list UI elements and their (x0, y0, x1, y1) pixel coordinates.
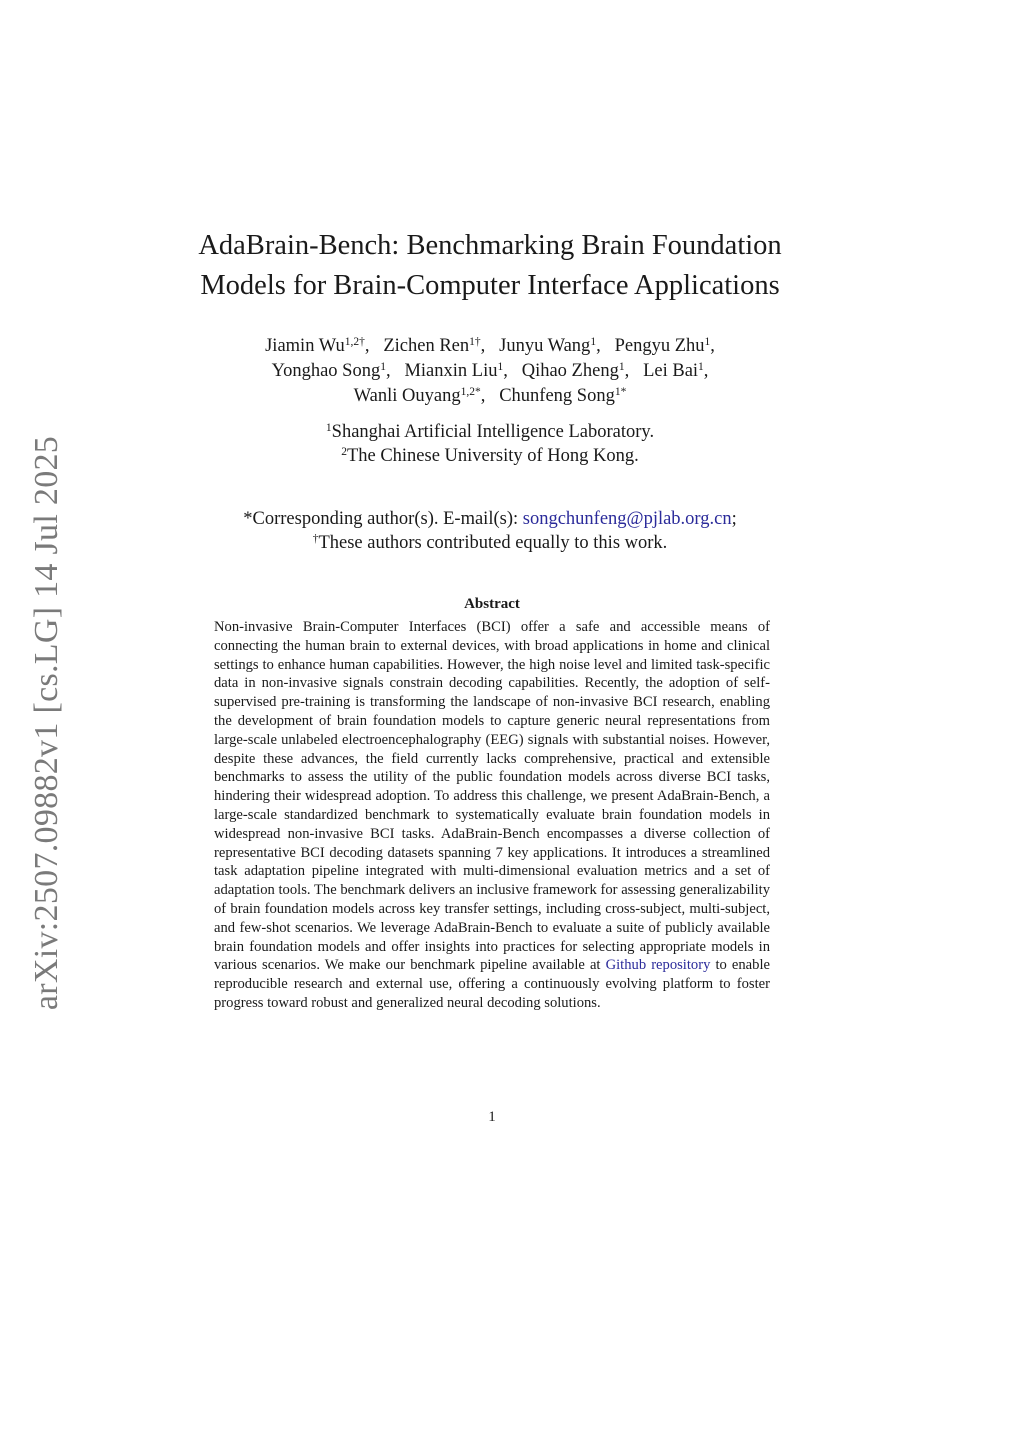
author: Chunfeng Song$^{1*}$ (499, 386, 627, 406)
author: Jiamin $Wu^{1,2\dagger}$, (265, 336, 370, 356)
abstract-heading: Abstract (464, 596, 520, 612)
equal-contribution-line: †These authors contributed equally to this work. (312, 533, 668, 553)
author-affiliation-mark: 1 (698, 361, 704, 373)
page-number: 1 (488, 1109, 496, 1125)
abstract-text: Non-invasive Brain-Computer Interfaces (BCI) offer a safe and accessible means of connecting the human brain to external devices, with broad applications in home and clinical settings to enhance human capabilities. However, the high noise level and limited task-specific data in non-invasive signals constrain decoding capabilities. Recently, the adoption of self-supervised pre-training is transforming the landscape of non-invasive BCI research, enabling the development of brain foundation models to capture generic neural representations from large-scale unlabeled electroencephalography (EEG) signals with substantial noises. However, despite these advances, the field currently lacks comprehensive, practical and extensible benchmarks to assess the utility of the public foundation models across diverse BCI tasks, hindering their widespread adoption. To address this challenge, we present AdaBrain-Bench, a large-scale standardized benchmark to systematically evaluate brain foundation models in widespread non-invasive BCI tasks. AdaBrain-Bench encompasses a diverse collection of representative BCI decoding datasets spanning 7 key applications. It introduces a streamlined task adaptation pipeline integrated with multi-dimensional evaluation metrics and a set of adaptation tools. The benchmark delivers an inclusive framework for assessing generalizability of brain foundation models across key transfer settings, including cross-subject, multi-subject, and few-shot scenarios. We leverage AdaBrain-Bench to evaluate a suite of publicly available brain foundation models and offer insights into practices for selecting appropriate models in various scenarios. We make our benchmark pipeline available at Github repository to enable reproducible research and external use, offering a continuously evolving platform to foster progress toward robust and generalized neural decoding solutions. (214, 619, 770, 1011)
author: Yonghao Song$^1$, (271, 361, 391, 381)
author-affiliation-mark: 1 (618, 361, 625, 373)
author: Qihao Zheng$^1$, (521, 361, 630, 381)
affiliation: $^1$Shanghai Artificial Intelligence Laboratory. (325, 422, 655, 442)
author: Lei Bai$^1$, (643, 361, 709, 381)
author-affiliation-mark: 1 (590, 336, 597, 348)
corresponding-author-line: *Corresponding author(s). E-mail(s): songchunfeng@pjlab.org.cn; (243, 509, 737, 529)
correspondence-note (130, 507, 850, 555)
author-line (150, 334, 830, 359)
author-affiliation-mark: 1,2* (460, 386, 481, 398)
author-line (150, 384, 830, 409)
author-list (150, 334, 830, 409)
arxiv-identifier-stamp: arXiv:2507.09882v1 [cs.LG] 14 Jul 2025 (28, 435, 65, 1011)
author: Zichen Ren$^{1\dagger}$, (383, 336, 486, 356)
author-affiliation-mark: 1,2† (344, 336, 365, 348)
author: Junyu Wang$^1$, (499, 336, 601, 356)
title-line: AdaBrain-Bench: Benchmarking Brain Foundation (198, 230, 782, 261)
author: Pengyu Zhu$^1$, (614, 336, 715, 356)
affiliation: $^2$The Chinese University of Hong Kong. (341, 446, 639, 466)
title-line: Models for Brain-Computer Interface Applications (200, 270, 780, 301)
author-affiliation-mark: 1 (704, 336, 711, 348)
author: Mianxin Liu$^1$, (404, 361, 508, 381)
paper-title (150, 226, 830, 306)
author: Wanli Ouyang$^{1,2*}$, (353, 386, 486, 406)
github-repository-link[interactable]: Github repository (605, 957, 711, 974)
author-affiliation-mark: 1* (614, 386, 627, 398)
author-line (150, 359, 830, 384)
affiliations (150, 420, 830, 468)
author-affiliation-mark: 1 (380, 361, 386, 373)
email-link[interactable]: songchunfeng@pjlab.org.cn (522, 509, 732, 529)
author-affiliation-mark: 1 (497, 361, 504, 373)
author-affiliation-mark: 1† (469, 336, 481, 348)
